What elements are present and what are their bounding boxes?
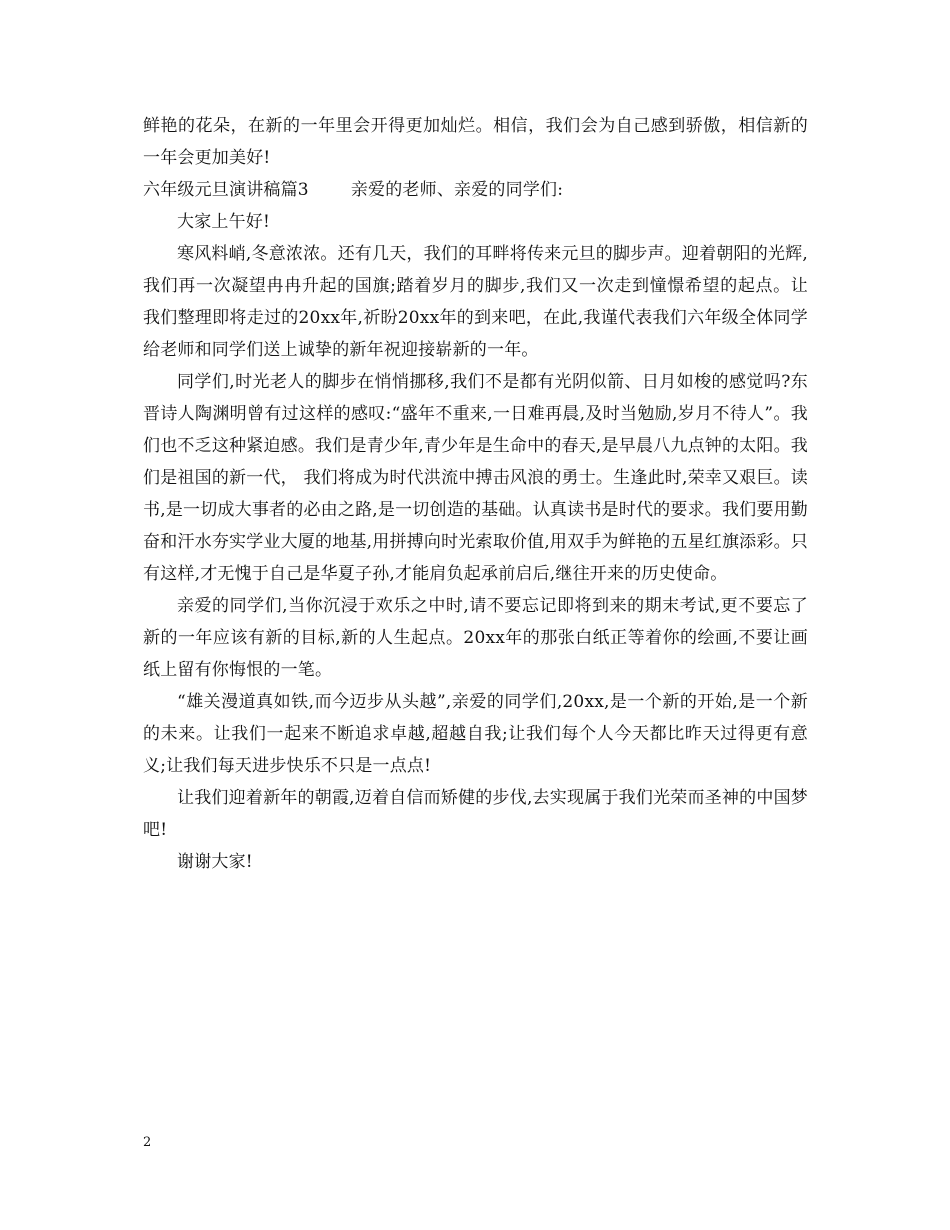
paragraph-3: 亲爱的同学们,当你沉浸于欢乐之中时,请不要忘记即将到来的期末考试,更不要忘了新的一年应该有新的目标,新的人生起点。20xx年的那张白纸正等着你的绘画,不要让画纸上留有你悔恨的一笔。 [143,596,808,680]
greeting: 大家上午好! [177,212,271,232]
section-title: 六年级元旦演讲稿篇3 [143,180,309,200]
opening-fragment: 鲜艳的花朵，在新的一年里会开得更加灿烂。相信，我们会为自己感到骄傲，相信新的一年会更加美好! [143,116,808,168]
section-heading-line [143,174,808,206]
closing: 谢谢大家! [177,852,253,872]
paragraph-1: 寒风料峭,冬意浓浓。还有几天，我们的耳畔将传来元旦的脚步声。迎着朝阳的光辉,我们再一次凝望冉冉升起的国旗;踏着岁月的脚步,我们又一次走到憧憬希望的起点。让我们整理即将走过的20xx年,祈盼20xx年的到来吧，在此,我谨代表我们六年级全体同学给老师和同学们送上诚挚的新年祝迎接崭新的一年。 [143,244,808,360]
paragraph-4: “雄关漫道真如铁,而今迈步从头越”,亲爱的同学们,20xx,是一个新的开始,是一个新的未来。让我们一起来不断追求卓越,超越自我;让我们每个人今天都比昨天过得更有意义;让我们每天进步快乐不只是一点点! [143,692,808,776]
paragraph-5: 让我们迎着新年的朝霞,迈着自信而矫健的步伐,去实现属于我们光荣而圣神的中国梦吧! [143,788,808,840]
paragraph-2: 同学们,时光老人的脚步在悄悄挪移,我们不是都有光阴似箭、日月如梭的感觉吗?东晋诗人陶渊明曾有过这样的感叹:“盛年不重来,一日难再晨,及时当勉励,岁月不待人”。我们也不乏这种紧迫感。我们是青少年,青少年是生命中的春天,是早晨八九点钟的太阳。我们是祖国的新一代， 我们将成为时代洪流中搏击风浪的勇士。生逢此时,荣幸又艰巨。读书,是一切成大事者的必由之路,是一切创造的基础。认真读书是时代的要求。我们要用勤奋和汗水夯实学业大厦的地基,用拼搏向时光索取价值,用双手为鲜艳的五星红旗添彩。只有这样,才无愧于自己是华夏子孙,才能肩负起承前启后,继往开来的历史使命。 [143,372,808,584]
salutation: 亲爱的老师、亲爱的同学们: [350,180,564,200]
page-number: 2 [143,1135,152,1150]
document-body [143,110,808,878]
